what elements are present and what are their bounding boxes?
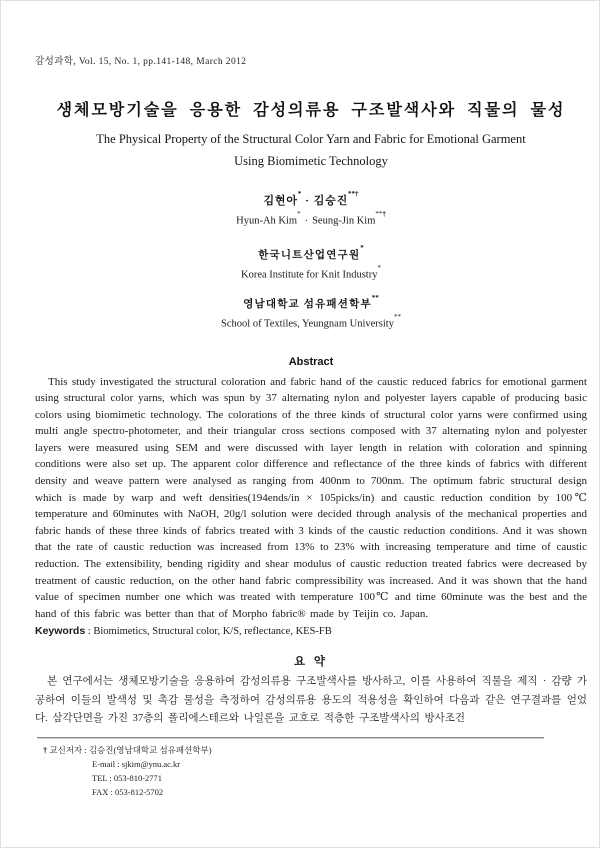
affiliation-2-korean-text: 영남대학교 섬유패션학부 <box>243 299 372 310</box>
keywords-line <box>35 623 587 641</box>
authors-english <box>35 210 587 227</box>
abstract-heading: Abstract <box>288 355 334 368</box>
paper-title-english <box>35 128 587 172</box>
authors-korean <box>35 192 587 208</box>
author-english-2: Seung-Jin Kim <box>312 215 376 227</box>
author-english-2-dagger: † <box>382 210 386 218</box>
footnote-email-line: E-mail : sjkim@ynu.ac.kr <box>92 759 181 769</box>
affiliation-1-english-mark: * <box>377 263 381 272</box>
footnote-dagger: † <box>43 745 48 755</box>
corresponding-author-text: 교신저자 : 김승진(영남대학교 섬유패션학부) <box>49 745 212 755</box>
author-english-1-mark: * <box>297 210 301 218</box>
affiliation-2-english-text: School of Textiles, Yeungnam University <box>221 318 394 330</box>
author-english-2-asterisks: ** <box>375 210 383 218</box>
author-korean-2-mark <box>348 190 359 198</box>
corresponding-author-line <box>37 743 544 757</box>
author-separator: · <box>305 195 310 207</box>
keywords-separator: : <box>85 626 94 638</box>
affiliation-1-korean-text: 한국니트산업연구원 <box>258 249 361 261</box>
korean-abstract-heading: 요 약 <box>293 656 329 668</box>
author-separator-en: · <box>304 215 309 227</box>
page-content <box>35 1 587 729</box>
affiliation-1-korean <box>35 244 587 262</box>
paper-title-english-line1: The Physical Property of the Structural Color Yarn and Fabric for Emotional Garment <box>96 132 526 146</box>
paper-title-english-line2: Using Biomimetic Technology <box>234 154 388 168</box>
korean-abstract-body: 본 연구에서는 생체모방기술을 응용하여 감성의류용 구조발색사를 방사하고, 이를 사용하여 직물을 제직 · 감량 가공하여 이들의 발색성 및 촉감 물성을 측정하여 감성의류용 용도의 적용성을 확인하여 다음과 같은 연구결과를 얻었다. 삼각단면을 가진 37층의 폴리에스테르와 나일론을 교호로 적층한 구조발색사의 방사조건 <box>35 676 587 724</box>
keywords-text: Biomimetics, Structural color, K/S, reflectance, KES-FB <box>93 626 332 638</box>
author-korean-2-asterisks: ** <box>348 190 356 199</box>
journal-header: 감성과학, Vol. 15, No. 1, pp.141-148, March 2012 <box>35 57 247 67</box>
abstract-body: This study investigated the structural coloration and fabric hand of the caustic reduced fabrics for emotional garment using structural color yarns, which was spun by 37 alternating nylon and polyester layers capable of producing basic colors using biomimetic technology. The colorations of the three kinds of structural color yarns were confirmed using multi angle spectro-photometer, and their triangular cross sections composed with 37 alternating nylon and polyester layers were measured using SEM and were discussed with layer length in relation with coloration and spinning conditions were also set up. The apparent color difference and reflectance of the three kinds of fabrics with different density and weave pattern were analysed as ranging from 400nm to 700nm. The optimum fabric structural design which is made by warp and weft densities(194ends/in × 105picks/in) and caustic reduction condition by 100℃ temperature and 60minutes with NaOH, 20g/l solution were decided through analysis of the mechanical properties and fabric hands of these three kinds of fabrics treated with 3 kinds of the caustic reduction conditions. And it was shown that the rate of caustic reduction was increased from 13% to 23% with increasing temperature and time of caustic reduction. The extensibility, bending rigidity and shear modulus of caustic reduction treated fabrics were decreased by treatment of caustic reduction, on the other hand fabric compressibility was increased. And it was shown that the hand value of specimen number one which was treated with temperature 100℃ and time 60minute was the best and the hand of this fabric was better than that of Morpho fabric® made by Teijin co. Japan. <box>35 375 587 620</box>
affiliation-1-korean-mark: * <box>360 244 364 252</box>
author-korean-2-dagger: † <box>355 190 359 199</box>
footnote-fax-line: FAX : 053-812-5702 <box>92 787 164 797</box>
author-korean-2: 김승진 <box>313 195 349 207</box>
affiliation-2-english-mark: ** <box>393 313 401 321</box>
author-korean-1: 김현아 <box>263 195 298 207</box>
keywords-label: Keywords <box>35 625 86 638</box>
paper-title-korean: 생체모방기술을 응용한 감성의류용 구조발색사와 직물의 물성 <box>56 102 566 119</box>
affiliation-1-english-text: Korea Institute for Knit Industry <box>241 269 378 280</box>
affiliation-1-english <box>35 263 587 281</box>
footnote-divider <box>37 737 544 739</box>
author-english-1: Hyun-Ah Kim <box>236 215 298 227</box>
footnote-block <box>37 737 544 799</box>
footnote-tel-line: TEL : 053-810-2771 <box>92 773 163 783</box>
affiliation-2-korean-mark: ** <box>371 293 379 302</box>
author-english-2-mark <box>375 210 386 218</box>
affiliation-2-english <box>35 313 587 330</box>
affiliation-2-korean <box>35 293 587 311</box>
author-korean-1-mark: * <box>297 190 302 199</box>
